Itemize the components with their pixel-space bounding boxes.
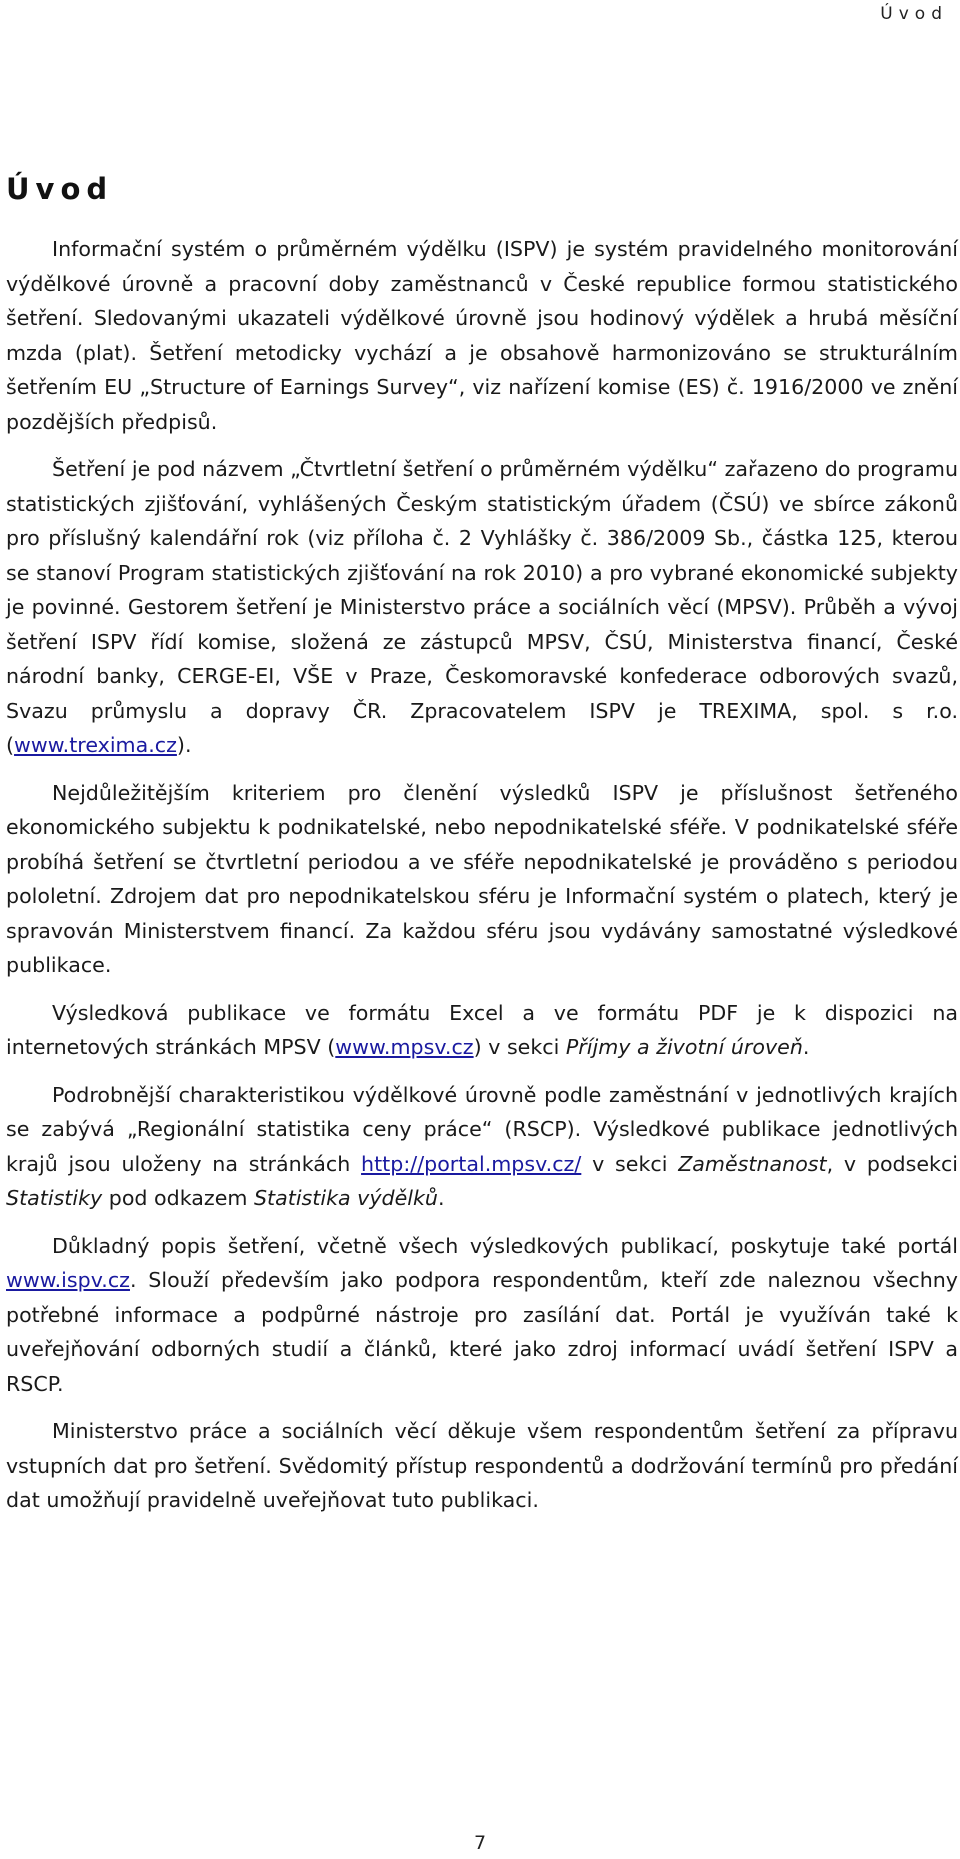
paragraph-text: Ministerstvo práce a sociálních věcí děkuje všem respondentům šetření za přípravu vstupních dat pro šetření. Svědomitý přístup respondentů a dodržování termínů pro předání dat umožňují pravidelně uveřejňovat tuto publikaci.	[6, 1419, 958, 1512]
paragraph-text: , v podsekci	[826, 1151, 958, 1176]
paragraph-text: Informační systém o průměrném výdělku (ISPV) je systém pravidelného monitorování výdělkové úrovně a pracovní doby zaměstnanců v České republice formou statistického šetření. Sledovanými ukazateli výdělkové úrovně jsou hodinový výdělek a hrubá měsíční mzda (plat). Šetření metodicky vychází a je obsahově harmonizováno se strukturálním šetřením EU „Structure of Earnings Survey“, viz nařízení komise (ES) č. 1916/2000 ve znění pozdějších předpisů.	[6, 237, 958, 434]
paragraph-portal	[6, 1229, 958, 1402]
paragraph-text: Šetření je pod názvem „Čtvrtletní šetření o průměrném výdělku“ zařazeno do programu statistických zjišťování, vyhlášených Českým statistickým úřadem (ČSÚ) ve sbírce zákonů pro příslušný kalendářní rok (viz příloha č. 2 Vyhlášky č. 386/2009 Sb., částka 125, kterou se stanoví Program statistických zjišťování na rok 2010) a pro vybrané ekonomické subjekty je povinné. Gestorem šetření je Ministerstvo práce a sociálních věcí (MPSV). Průběh a vývoj šetření ISPV řídí komise, složená ze zástupců MPSV, ČSÚ, Ministerstva financí, České národní banky, CERGE-EI, VŠE v Praze, Českomoravské konfederace odborových svazů, Svazu průmyslu a dopravy ČR. Zpracovatelem ISPV je TREXIMA, spol. s r.o. (	[6, 457, 958, 757]
page-number: 7	[473, 1832, 487, 1854]
paragraph-text: ).	[176, 733, 192, 757]
paragraph-text: .	[437, 1186, 445, 1210]
paragraph-text: Výsledková publikace ve formátu Excel a ve formátu PDF je k dispozici na internetových stránkách MPSV (	[6, 1000, 958, 1059]
paragraph-spheres	[6, 776, 958, 983]
section-name: Zaměstnanost	[678, 1151, 827, 1176]
paragraph-text: Nejdůležitějším kriteriem pro členění výsledků ISPV je příslušnost šetřeného ekonomického subjektu k podnikatelské, nebo nepodnikatelské sféře. V podnikatelské sféře probíhá šetření se čtvrtletní periodou a ve sféře nepodnikatelské je prováděno s periodou pololetní. Zdrojem dat pro nepodnikatelskou sféru je Informační systém o platech, který je spravován Ministerstvem financí. Za každou sféru jsou vydávány samostatné výsledkové publikace.	[6, 780, 958, 977]
ispv-link[interactable]: www.ispv.cz	[6, 1268, 130, 1292]
paragraph-text: . Slouží především jako podpora respondentům, kteří zde naleznou všechny potřebné informace a podpůrné nástroje pro zasílání dat. Portál je využíván také k uveřejňování odborných studií a článků, které jako zdroj informací uvádí šetření ISPV a RSCP.	[6, 1268, 958, 1396]
paragraph-text: Podrobnější charakteristikou výdělkové úrovně podle zaměstnání v jednotlivých krajích se zabývá „Regionální statistika ceny práce“ (RSCP). Výsledkové publikace jednotlivých krajů jsou uloženy na stránkách	[6, 1082, 958, 1176]
paragraph-text: .	[802, 1035, 810, 1059]
paragraph-intro	[6, 232, 958, 439]
paragraph-regional	[6, 1078, 958, 1216]
paragraph-text: Důkladný popis šetření, včetně všech výsledkových publikací, poskytuje také portál	[52, 1233, 958, 1258]
section-name: Příjmy a životní úroveň	[565, 1035, 803, 1059]
chapter-title: Úvod	[6, 172, 114, 206]
paragraph-text: pod odkazem	[102, 1186, 254, 1210]
paragraph-text: v sekci	[581, 1151, 679, 1176]
subsection-name: Statistiky	[6, 1186, 103, 1210]
paragraph-survey-program	[6, 452, 958, 763]
paragraph-publication	[6, 996, 958, 1065]
mpsv-link[interactable]: www.mpsv.cz	[335, 1035, 474, 1059]
paragraph-text: ) v sekci	[473, 1035, 566, 1059]
paragraph-thanks	[6, 1414, 958, 1518]
running-header: Úvod	[880, 4, 948, 24]
document-body	[6, 232, 958, 1531]
trexima-link[interactable]: www.trexima.cz	[14, 733, 177, 757]
link-name: Statistika výdělků	[253, 1186, 438, 1210]
portal-mpsv-link[interactable]: http://portal.mpsv.cz/	[361, 1151, 582, 1176]
